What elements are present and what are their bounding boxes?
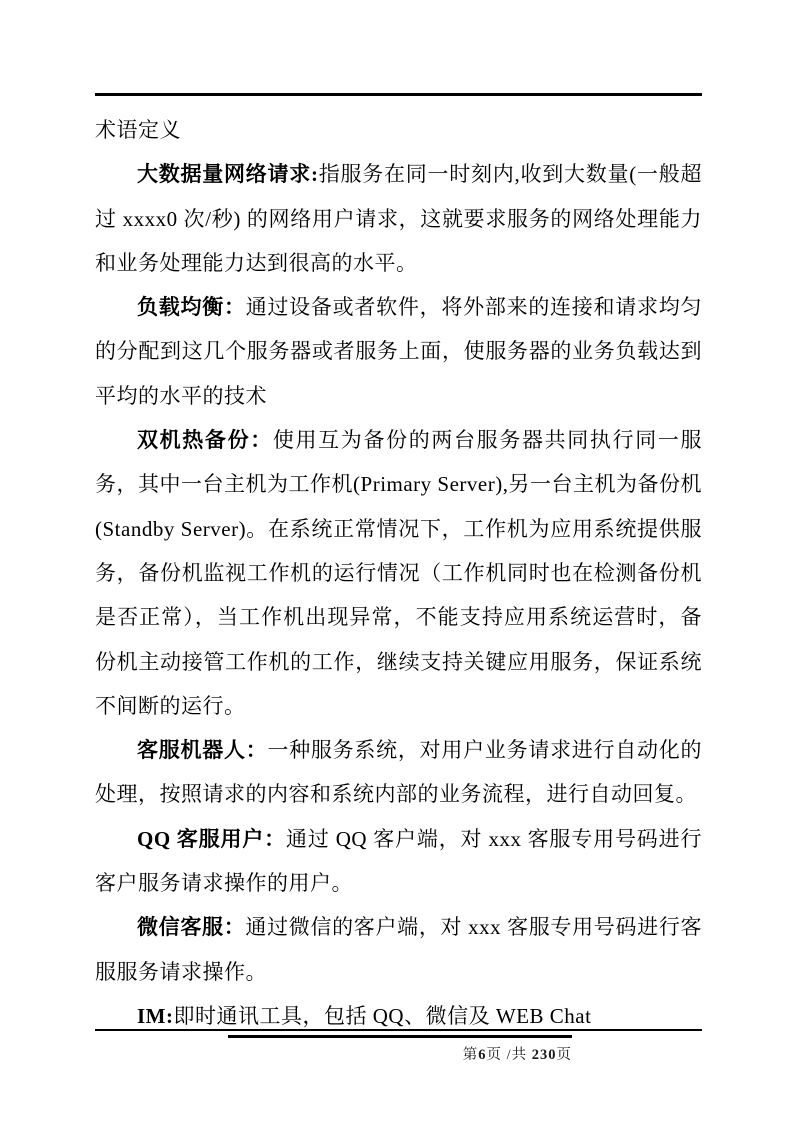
term-label: 负载均衡： [137, 295, 246, 320]
term-label: 客服机器人： [137, 738, 268, 763]
term-paragraph [95, 418, 702, 728]
term-label: 微信客服： [137, 915, 246, 940]
term-label: QQ 客服用户： [137, 826, 286, 851]
page-number-footer [228, 1035, 572, 1064]
term-definition: 一种服务系统，对用户业务请求进行自动化的处理，按照请求的内容和系统内部的业务流程，进行自动回复。 [95, 738, 703, 807]
total-page-count: 230 [531, 1047, 557, 1063]
term-paragraph [95, 817, 702, 906]
page-number-prefix: 第 [462, 1047, 479, 1063]
term-label: 大数据量网络请求: [137, 162, 319, 187]
term-definition: 通过 QQ 客户端，对 xxx 客服专用号码进行客户服务请求操作的用户。 [95, 826, 702, 896]
page-number-mid: 页 /共 [486, 1047, 532, 1063]
term-paragraph [95, 905, 702, 994]
term-paragraph [95, 152, 702, 285]
term-paragraph [95, 728, 702, 817]
term-definition: 指服务在同一时刻内,收到大数量(一般超过 xxxx0 次/秒) 的网络用户请求，这就要求服务的网络处理能力和业务处理能力达到很高的水平。 [95, 162, 702, 275]
term-definition: 使用互为备份的两台服务器共同执行同一服务，其中一台主机为工作机(Primary Server),另一台主机为备份机(Standby Server)。在系统正常情况下，工作机为应用系统提供服务，备份机监视工作机的运行情况（工作机同时也在检测备份机是否正常），当工作机出现异常，不能支持应用系统运营时，备份机主动接管工作机的工作，继续支持关键应用服务，保证系统不间断的运行。 [95, 428, 702, 718]
page-title: 术语定义 [95, 118, 181, 142]
term-label: IM: [137, 1003, 174, 1028]
current-page-number: 6 [478, 1047, 487, 1063]
term-paragraph [95, 285, 702, 418]
term-label: 双机热备份： [137, 428, 273, 453]
term-paragraph [95, 994, 702, 1038]
term-definition: 通过设备或者软件，将外部来的连接和请求均匀的分配到这几个服务器或者服务上面，使服务器的业务负载达到平均的水平的技术 [95, 295, 703, 408]
document-body [95, 108, 702, 1038]
term-definition: 即时通讯工具，包括 QQ、微信及 WEB Chat [173, 1003, 592, 1028]
term-definition: 通过微信的客户端，对 xxx 客服专用号码进行客服服务请求操作。 [95, 915, 703, 984]
header-rule [95, 93, 702, 96]
page-number-suffix: 页 [556, 1047, 572, 1063]
footer-rule [95, 1029, 702, 1031]
